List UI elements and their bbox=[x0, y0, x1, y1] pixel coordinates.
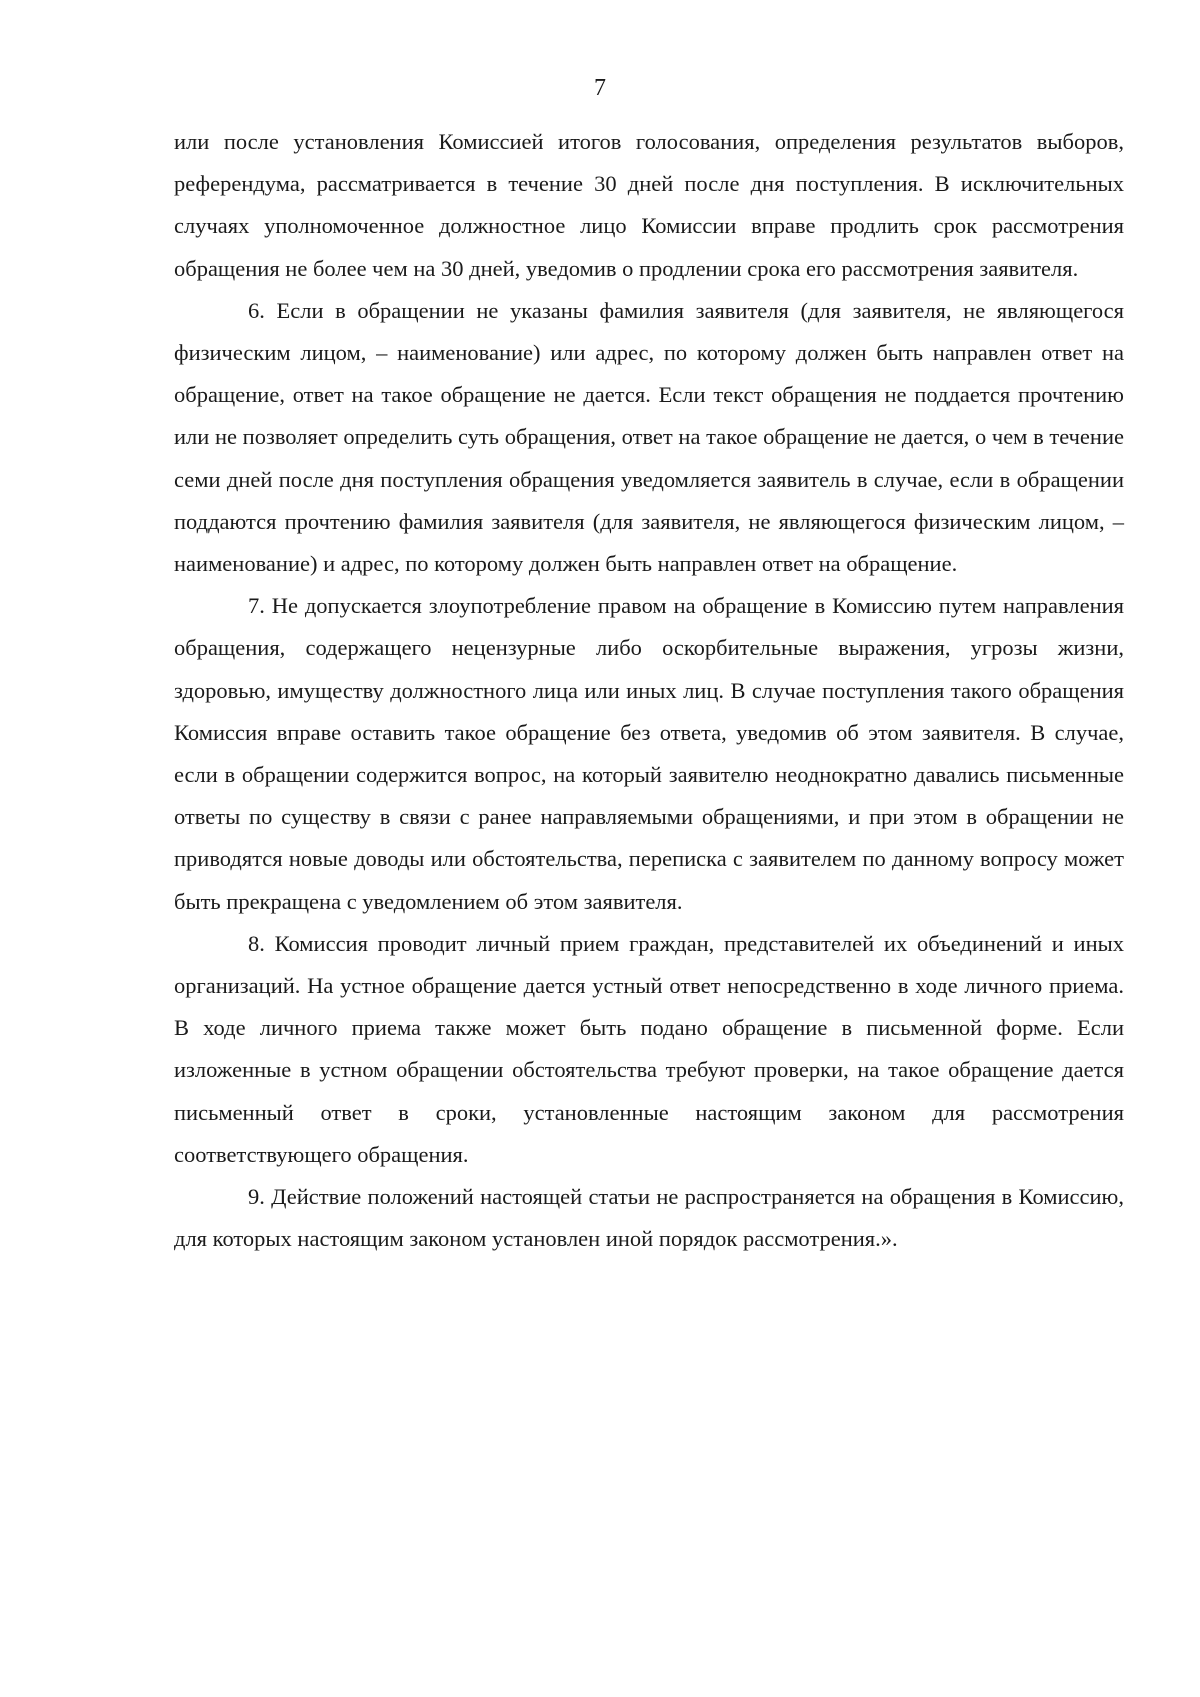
paragraph-item-7: 7. Не допускается злоупотребление правом на обращение в Комиссию путем направления обращения, содержащего нецензурные либо оскорбительные выражения, угрозы жизни, здоровью, имуществу должностного лица или иных лиц. В случае поступления такого обращения Комиссия вправе оставить такое обращение без ответа, уведомив об этом заявителя. В случае, если в обращении содержится вопрос, на который заявителю неоднократно давались письменные ответы по существу в связи с ранее направляемыми обращениями, и при этом в обращении не приводятся новые доводы или обстоятельства, переписка с заявителем по данному вопросу может быть прекращена с уведомлением об этом заявителя. bbox=[174, 593, 1124, 914]
paragraph-continuation: или после установления Комиссией итогов голосования, определения результатов выборов, референдума, рассматривается в течение 30 дней после дня поступления. В исключительных случаях уполномоченное должностное лицо Комиссии вправе продлить срок рассмотрения обращения не более чем на 30 дней, уведомив о продлении срока его рассмотрения заявителя. bbox=[174, 129, 1124, 281]
page-number: 7 bbox=[594, 75, 606, 101]
paragraph-item-8: 8. Комиссия проводит личный прием граждан, представителей их объединений и иных организаций. На устное обращение дается устный ответ непосредственно в ходе личного приема. В ходе личного приема также может быть подано обращение в письменной форме. Если изложенные в устном обращении обстоятельства требуют проверки, на такое обращение дается письменный ответ в сроки, установленные настоящим законом для рассмотрения соответствующего обращения. bbox=[174, 930, 1124, 1167]
paragraph-item-6: 6. Если в обращении не указаны фамилия заявителя (для заявителя, не являющегося физическим лицом, – наименование) или адрес, по которому должен быть направлен ответ на обращение, ответ на такое обращение не дается. Если текст обращения не поддается прочтению или не позволяет определить суть обращения, ответ на такое обращение не дается, о чем в течение семи дней после дня поступления обращения уведомляется заявитель в случае, если в обращении поддаются прочтению фамилия заявителя (для заявителя, не являющегося физическим лицом, – наименование) и адрес, по которому должен быть направлен ответ на обращение. bbox=[174, 297, 1124, 577]
document-body bbox=[174, 121, 1124, 1260]
paragraph-item-9: 9. Действие положений настоящей статьи не распространяется на обращения в Комиссию, для которых настоящим законом установлен иной порядок рассмотрения.». bbox=[174, 1184, 1124, 1252]
